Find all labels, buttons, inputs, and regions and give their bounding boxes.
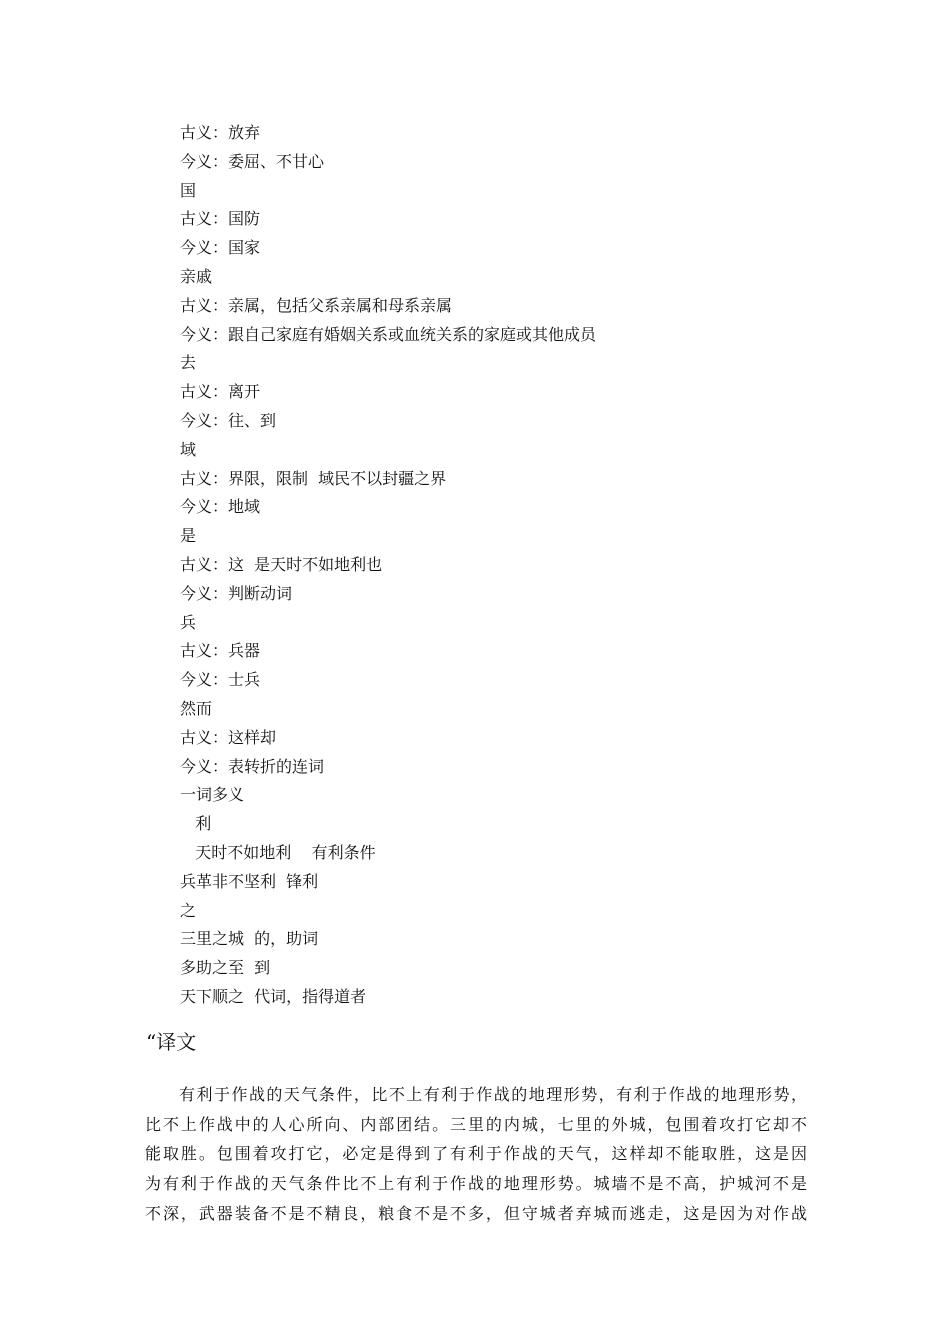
translation-line: 不深，武器装备不是不精良，粮食不是不多，但守城者弃城而逃走，这是因为对作战 (145, 1203, 807, 1223)
vocab-line: 利 (180, 814, 212, 834)
vocab-line: 多助之至 到 (180, 958, 271, 978)
vocab-line: 兵 (180, 612, 197, 632)
translation-line: 为有利于作战的天气条件比不上有利于作战的地理形势。城墙不是不高，护城河不是 (145, 1174, 807, 1194)
vocab-line: 古义：这 是天时不如地利也 (180, 554, 383, 574)
vocab-line: 古义：离开 (180, 382, 261, 402)
vocab-line: 今义：判断动词 (180, 583, 293, 603)
vocab-line: 今义：士兵 (180, 670, 261, 690)
translation-paragraph (145, 1080, 807, 1228)
vocab-line: 古义：兵器 (180, 641, 261, 661)
vocabulary-list (180, 119, 820, 1012)
vocab-line: 域 (180, 439, 197, 459)
vocab-line: 今义：表转折的连词 (180, 756, 325, 776)
vocab-line: 古义：放弃 (180, 123, 261, 142)
vocab-line: 今义：地域 (180, 497, 261, 517)
translation-line: 能取胜。包围着攻打它，必定是得到了有利于作战的天气，这样却不能取胜，这是因 (145, 1144, 807, 1164)
vocab-line: 天时不如地利 有利条件 (180, 842, 376, 862)
vocab-line: 古义：亲属，包括父系亲属和母系亲属 (180, 295, 453, 315)
vocab-line: 兵革非不坚利 锋利 (180, 871, 319, 891)
section-heading: “译文 (146, 1030, 197, 1054)
vocab-line: 亲戚 (180, 266, 213, 286)
vocab-line: 一词多义 (180, 785, 245, 805)
vocab-line: 然而 (180, 698, 213, 718)
vocab-line: 今义：跟自己家庭有婚姻关系或血统关系的家庭或其他成员 (180, 324, 597, 344)
vocab-line: 古义：界限，限制 域民不以封疆之界 (180, 468, 447, 488)
translation-line: 比不上作战中的人心所向、内部团结。三里的内城，七里的外城，包围着攻打它却不 (145, 1114, 807, 1134)
vocab-line: 今义：国家 (180, 238, 261, 258)
translation-line: 有利于作战的天气条件，比不上有利于作战的地理形势，有利于作战的地理形势， (179, 1085, 807, 1104)
vocab-line: 古义：这样却 (180, 727, 277, 747)
vocab-line: 三里之城 的，助词 (180, 929, 319, 949)
vocab-line: 今义：往、到 (180, 410, 277, 430)
vocab-line: 古义：国防 (180, 209, 261, 229)
vocab-line: 去 (180, 353, 197, 373)
vocab-line: 国 (180, 180, 197, 200)
vocab-line: 今义：委屈、不甘心 (180, 151, 325, 171)
vocab-line: 天下顺之 代词，指得道者 (180, 986, 367, 1006)
vocab-line: 是 (180, 526, 197, 546)
vocab-line: 之 (180, 900, 197, 920)
